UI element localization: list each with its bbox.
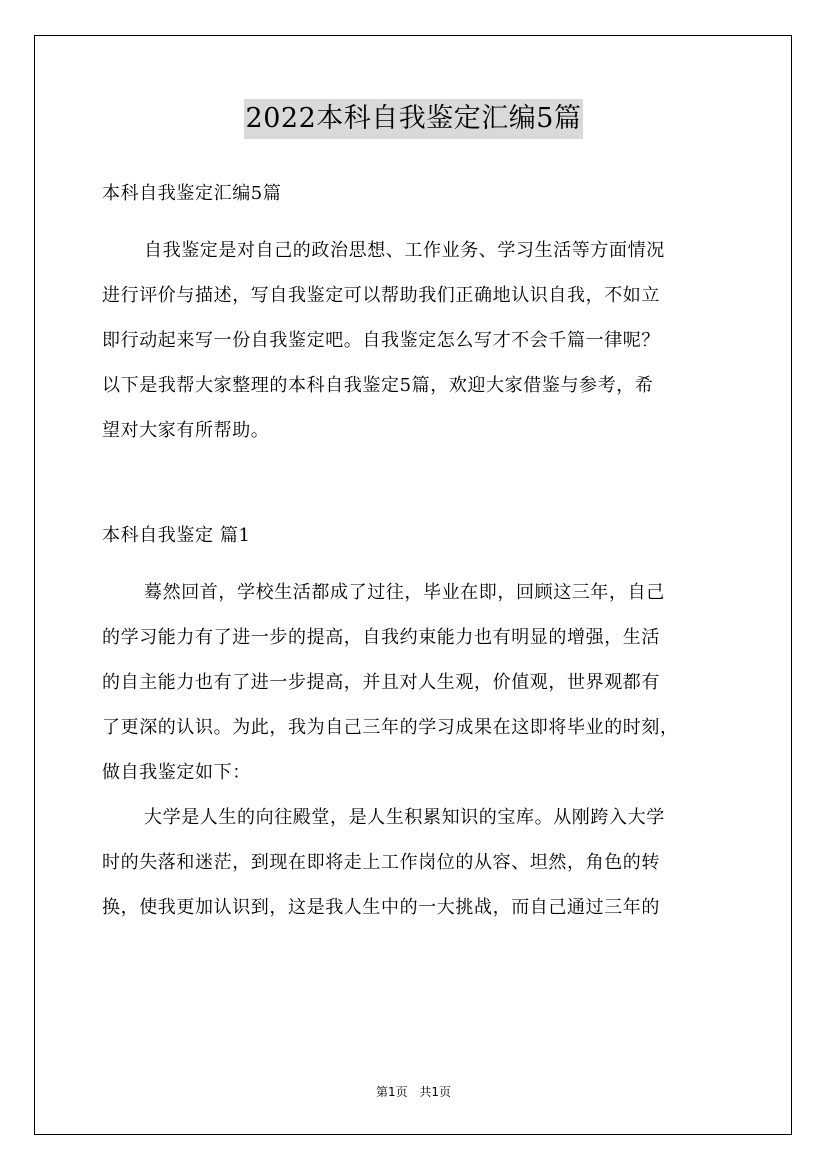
paragraph-line: 大学是人生的向往殿堂，是人生积累知识的宝库。从刚跨入大学 (144, 807, 665, 828)
intro-line: 即行动起来写一份自我鉴定吧。自我鉴定怎么写才不会千篇一律呢？ (102, 330, 660, 351)
title-container (0, 99, 827, 139)
intro-line: 自我鉴定是对自己的政治思想、工作业务、学习生活等方面情况 (144, 240, 665, 261)
paragraph-line: 时的失落和迷茫，到现在即将走上工作岗位的从容、坦然，角色的转 (102, 852, 660, 873)
page-total: 共1页 (419, 1085, 452, 1099)
paragraph-line: 蓦然回首，学校生活都成了过往，毕业在即，回顾这三年，自己 (144, 582, 665, 603)
page-number: 第1页 (375, 1085, 408, 1099)
intro-line: 以下是我帮大家整理的本科自我鉴定5篇，欢迎大家借鉴与参考，希 (102, 375, 654, 396)
subtitle: 本科自我鉴定汇编5篇 (102, 183, 282, 204)
paragraph-line: 的自主能力也有了进一步提高，并且对人生观，价值观，世界观都有 (102, 672, 660, 693)
paragraph-line: 了更深的认识。为此，我为自己三年的学习成果在这即将毕业的时刻， (102, 717, 679, 738)
paragraph-line: 换，使我更加认识到，这是我人生中的一大挑战，而自己通过三年的 (102, 897, 660, 918)
intro-line: 望对大家有所帮助。 (102, 420, 270, 441)
paragraph-line: 的学习能力有了进一步的提高，自我约束能力也有明显的增强，生活 (102, 627, 660, 648)
document-body (102, 175, 730, 927)
page-footer (0, 1084, 827, 1100)
document-title: 2022本科自我鉴定汇编5篇 (244, 99, 584, 139)
section-heading: 本科自我鉴定 篇1 (102, 525, 251, 546)
paragraph-line: 做自我鉴定如下： (102, 762, 251, 783)
intro-line: 进行评价与描述，写自我鉴定可以帮助我们正确地认识自我，不如立 (102, 285, 660, 306)
